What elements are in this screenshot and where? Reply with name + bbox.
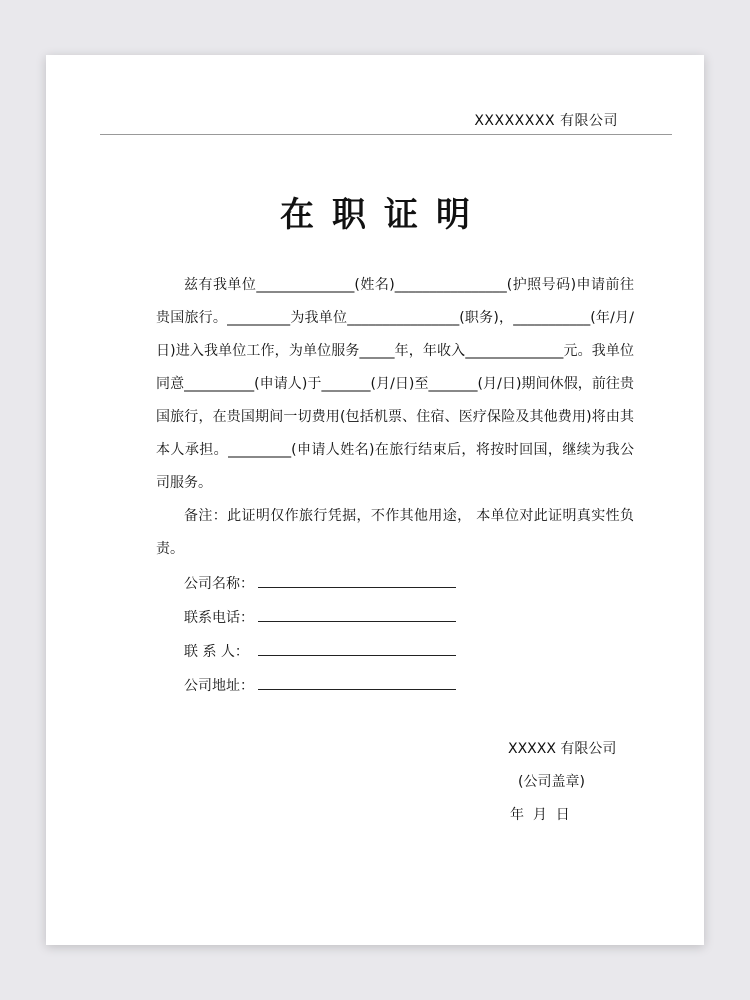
field-label: 联 系 人： [184, 644, 249, 660]
field-address [184, 669, 456, 703]
signature-company: XXXXX 有限公司 [508, 741, 617, 757]
field-label: 公司名称： [184, 576, 254, 592]
signature-date: 年 月 日 [510, 807, 570, 823]
blank-line [258, 601, 456, 622]
header-divider [100, 134, 672, 135]
blank-line [258, 669, 456, 690]
document-title: 在职证明 [280, 195, 488, 235]
body-paragraph-main: 兹有我单位______________(姓名)________________(护照号码)申请前往贵国旅行。_________为我单位________________(职务)，___________(年/月/日)进入我单位工作，为单位服务_____年，年收入______________元。我单位同意__________(申请人)于_______(月/日)至_______(月/日)期间休假，前往贵国旅行，在贵国期间一切费用(包括机票、住宿、医疗保险及其他费用)将由其本人承担。_________(申请人姓名)在旅行结束后，将按时回国，继续为我公司服务。 [156, 277, 634, 491]
company-info-fields [184, 567, 456, 703]
blank-line [258, 635, 456, 656]
signature-block [508, 733, 616, 832]
field-label: 联系电话： [184, 610, 254, 626]
field-company-name [184, 567, 456, 601]
document-page [46, 55, 704, 945]
blank-line [258, 567, 456, 588]
field-phone [184, 601, 456, 635]
field-label: 公司地址： [184, 678, 254, 694]
document-body [156, 269, 634, 566]
header-company-name: XXXXXXXX 有限公司 [474, 113, 618, 129]
body-paragraph-note: 备注：此证明仅作旅行凭据，不作其他用途， 本单位对此证明真实性负责。 [156, 508, 634, 557]
signature-seal: (公司盖章) [518, 774, 585, 790]
field-contact [184, 635, 456, 669]
